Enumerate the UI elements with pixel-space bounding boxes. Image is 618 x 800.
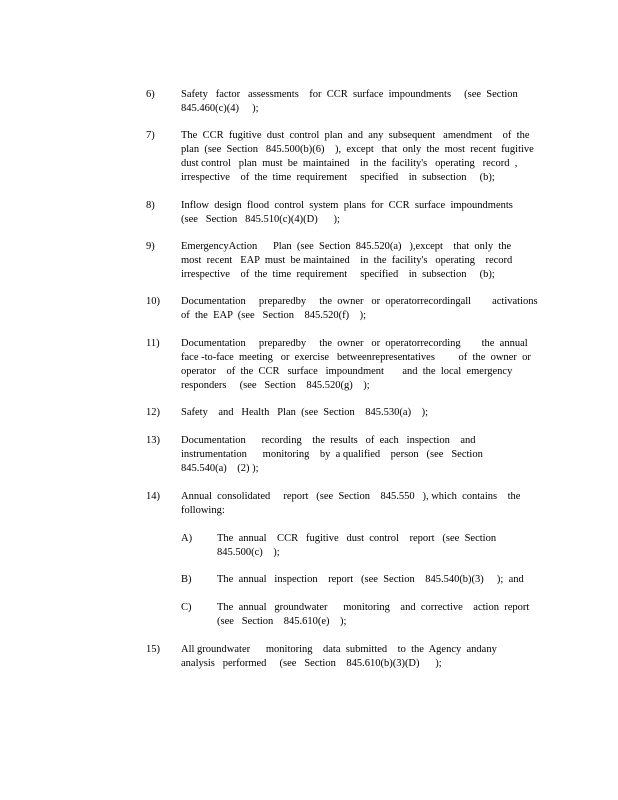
item-number: 13)	[146, 435, 160, 446]
subitem-text	[217, 532, 537, 560]
text-line: analysis performed (see Section 845.610(b)(3)(D) );	[181, 658, 442, 669]
text-line: of the EAP (see Section 845.520(f) );	[181, 310, 367, 321]
text-line: Documentation preparedby the owner or operatorrecordingall activations	[181, 296, 538, 307]
text-line: All groundwater monitoring data submitted to the Agency andany	[181, 644, 497, 655]
item-number: 7)	[146, 130, 155, 141]
subitem-letter: B)	[181, 574, 192, 585]
text-line: The annual groundwater monitoring and corrective action report	[217, 602, 530, 613]
text-line: 845.500(c) );	[217, 547, 280, 558]
text-line: responders (see Section 845.520(g) );	[181, 380, 370, 391]
text-line: Safety and Health Plan (see Section 845.530(a) );	[181, 407, 428, 418]
text-line: (see Section 845.510(c)(4)(D) );	[181, 214, 340, 225]
item-number: 10)	[146, 296, 160, 307]
item-number: 9)	[146, 241, 155, 252]
text-line: Documentation preparedby the owner or operatorrecording the annual	[181, 338, 528, 349]
item-text	[181, 434, 541, 476]
subitem-letter: C)	[181, 602, 192, 613]
text-line: Inflow design flood control system plans for CCR surface impoundments	[181, 200, 513, 211]
item-number: 14)	[146, 491, 160, 502]
text-line: 845.460(c)(4) );	[181, 103, 259, 114]
item-number: 15)	[146, 644, 160, 655]
item-number: 6)	[146, 89, 155, 100]
item-text	[181, 88, 541, 116]
subitem-letter: A)	[181, 533, 193, 544]
item-number: 11)	[146, 338, 160, 349]
text-line: The annual CCR fugitive dust control report (see Section	[217, 533, 497, 544]
text-line: EmergencyAction Plan (see Section 845.520(a) ),except that only the	[181, 241, 512, 252]
text-line: Safety factor assessments for CCR surface impoundments (see Section	[181, 89, 518, 100]
subitem-text	[217, 601, 537, 629]
text-line: dust control plan must be maintained in the facility's operating record ,	[181, 158, 518, 169]
text-line: The CCR fugitive dust control plan and any subsequent amendment of the	[181, 130, 530, 141]
text-line: irrespective of the time requirement specified in subsection (b);	[181, 269, 495, 280]
text-line: (see Section 845.610(e) );	[217, 616, 347, 627]
text-line: face -to-face meeting or exercise betweenrepresentatives of the owner or	[181, 352, 531, 363]
item-text	[181, 406, 541, 420]
text-line: most recent EAP must be maintained in the facility's operating record	[181, 255, 513, 266]
text-line: plan (see Section 845.500(b)(6) ), except that only the most recent fugitive	[181, 144, 534, 155]
text-line: instrumentation monitoring by a qualified person (see Section	[181, 449, 483, 460]
item-number: 8)	[146, 200, 155, 211]
item-text	[181, 240, 541, 282]
item-text	[181, 199, 541, 227]
text-line: irrespective of the time requirement specified in subsection (b);	[181, 172, 495, 183]
text-line: Documentation recording the results of each inspection and	[181, 435, 476, 446]
text-line: following:	[181, 505, 225, 516]
text-line: 845.540(a) (2) );	[181, 463, 259, 474]
subitem-text	[217, 573, 537, 587]
text-line: operator of the CCR surface impoundment and the local emergency	[181, 366, 513, 377]
text-line: The annual inspection report (see Section 845.540(b)(3) ); and	[217, 574, 524, 585]
item-text	[181, 337, 541, 393]
item-text	[181, 295, 541, 323]
item-text	[181, 129, 541, 185]
item-number: 12)	[146, 407, 160, 418]
item-text	[181, 490, 541, 518]
text-line: Annual consolidated report (see Section 845.550 ), which contains the	[181, 491, 521, 502]
item-text	[181, 643, 541, 671]
